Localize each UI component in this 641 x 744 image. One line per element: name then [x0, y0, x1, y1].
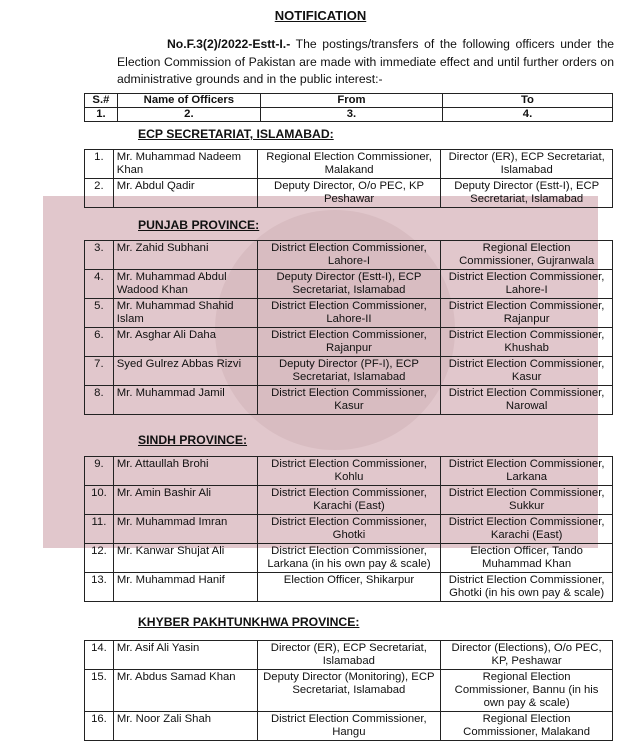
section-heading: KHYBER PAKHTUNKHWA PROVINCE: — [138, 615, 360, 629]
cell-to: District Election Commissioner, Kasur — [441, 357, 613, 386]
cell-sn: 10. — [85, 486, 114, 515]
cell-from: District Election Commissioner, Lahore-I — [257, 241, 441, 270]
cell-name: Mr. Muhammad Nadeem Khan — [113, 150, 257, 179]
table-row — [85, 670, 613, 712]
cell-sn: 7. — [85, 357, 114, 386]
col-from: From — [260, 94, 442, 108]
col-number: 3. — [260, 108, 442, 122]
table-row — [85, 299, 613, 328]
cell-sn: 3. — [85, 241, 114, 270]
table-row — [85, 457, 613, 486]
col-number: 1. — [85, 108, 118, 122]
cell-from: Election Officer, Shikarpur — [257, 573, 441, 602]
table-row — [85, 150, 613, 179]
section-table — [84, 149, 613, 208]
cell-name: Mr. Zahid Subhani — [113, 241, 257, 270]
cell-to: Regional Election Commissioner, Gujranwala — [441, 241, 613, 270]
cell-name: Mr. Abdus Samad Khan — [113, 670, 257, 712]
table-row — [85, 573, 613, 602]
section-table — [84, 640, 613, 741]
intro-text: The postings/transfers of the following officers under the Election Commission of Pakistan are made with immediate effect and until further orders on administrative grounds and in the public interest:- — [117, 37, 614, 86]
cell-from: District Election Commissioner, Karachi (East) — [257, 486, 441, 515]
col-name: Name of Officers — [117, 94, 260, 108]
col-sn: S.# — [85, 94, 118, 108]
table-row — [85, 357, 613, 386]
cell-to: Deputy Director (Estt-I), ECP Secretariat, Islamabad — [441, 179, 613, 208]
cell-sn: 15. — [85, 670, 114, 712]
cell-to: District Election Commissioner, Sukkur — [441, 486, 613, 515]
cell-name: Mr. Asghar Ali Daha — [113, 328, 257, 357]
col-to: To — [442, 94, 612, 108]
table-row — [85, 712, 613, 741]
cell-to: District Election Commissioner, Rajanpur — [441, 299, 613, 328]
section-heading: PUNJAB PROVINCE: — [138, 218, 260, 232]
cell-name: Mr. Muhammad Imran — [113, 515, 257, 544]
cell-sn: 4. — [85, 270, 114, 299]
cell-name: Mr. Asif Ali Yasin — [113, 641, 257, 670]
table-header — [84, 93, 613, 122]
cell-sn: 16. — [85, 712, 114, 741]
cell-name: Syed Gulrez Abbas Rizvi — [113, 357, 257, 386]
cell-from: Director (ER), ECP Secretariat, Islamabad — [257, 641, 441, 670]
cell-to: District Election Commissioner, Khushab — [441, 328, 613, 357]
cell-from: District Election Commissioner, Kasur — [257, 386, 441, 415]
cell-sn: 8. — [85, 386, 114, 415]
page-title: NOTIFICATION — [274, 8, 367, 23]
cell-to: District Election Commissioner, Narowal — [441, 386, 613, 415]
cell-sn: 6. — [85, 328, 114, 357]
table-row — [85, 544, 613, 573]
cell-sn: 9. — [85, 457, 114, 486]
cell-from: District Election Commissioner, Lahore-II — [257, 299, 441, 328]
cell-from: District Election Commissioner, Rajanpur — [257, 328, 441, 357]
table-row — [85, 328, 613, 357]
cell-name: Mr. Noor Zali Shah — [113, 712, 257, 741]
table-row — [85, 486, 613, 515]
cell-sn: 1. — [85, 150, 114, 179]
table-row — [85, 515, 613, 544]
cell-name: Mr. Amin Bashir Ali — [113, 486, 257, 515]
cell-from: District Election Commissioner, Kohlu — [257, 457, 441, 486]
cell-sn: 14. — [85, 641, 114, 670]
cell-from: District Election Commissioner, Hangu — [257, 712, 441, 741]
cell-to: Director (ER), ECP Secretariat, Islamabad — [441, 150, 613, 179]
cell-from: Regional Election Commissioner, Malakand — [257, 150, 441, 179]
cell-from: Deputy Director (Monitoring), ECP Secretariat, Islamabad — [257, 670, 441, 712]
table-row — [85, 386, 613, 415]
cell-from: District Election Commissioner, Ghotki — [257, 515, 441, 544]
cell-name: Mr. Muhammad Hanif — [113, 573, 257, 602]
cell-to: District Election Commissioner, Ghotki (in his own pay & scale) — [441, 573, 613, 602]
cell-sn: 13. — [85, 573, 114, 602]
cell-to: District Election Commissioner, Lahore-I — [441, 270, 613, 299]
cell-sn: 2. — [85, 179, 114, 208]
notification-reference: No.F.3(2)/2022-Estt-I.- — [167, 37, 291, 51]
cell-name: Mr. Attaullah Brohi — [113, 457, 257, 486]
cell-name: Mr. Abdul Qadir — [113, 179, 257, 208]
cell-from: Deputy Director (PF-I), ECP Secretariat, Islamabad — [257, 357, 441, 386]
cell-to: Regional Election Commissioner, Bannu (in his own pay & scale) — [441, 670, 613, 712]
intro-paragraph — [117, 36, 614, 89]
cell-sn: 11. — [85, 515, 114, 544]
col-number: 4. — [442, 108, 612, 122]
table-row — [85, 641, 613, 670]
cell-from: Deputy Director, O/o PEC, KP Peshawar — [257, 179, 441, 208]
cell-to: District Election Commissioner, Karachi (East) — [441, 515, 613, 544]
cell-sn: 5. — [85, 299, 114, 328]
cell-to: Election Officer, Tando Muhammad Khan — [441, 544, 613, 573]
section-table — [84, 456, 613, 602]
col-number: 2. — [117, 108, 260, 122]
cell-from: Deputy Director (Estt-I), ECP Secretariat, Islamabad — [257, 270, 441, 299]
table-row — [85, 270, 613, 299]
table-row — [85, 179, 613, 208]
cell-name: Mr. Muhammad Jamil — [113, 386, 257, 415]
cell-name: Mr. Kanwar Shujat Ali — [113, 544, 257, 573]
section-heading: ECP SECRETARIAT, ISLAMABAD: — [138, 127, 334, 141]
cell-name: Mr. Muhammad Shahid Islam — [113, 299, 257, 328]
cell-sn: 12. — [85, 544, 114, 573]
cell-from: District Election Commissioner, Larkana (in his own pay & scale) — [257, 544, 441, 573]
cell-name: Mr. Muhammad Abdul Wadood Khan — [113, 270, 257, 299]
cell-to: District Election Commissioner, Larkana — [441, 457, 613, 486]
cell-to: Regional Election Commissioner, Malakand — [441, 712, 613, 741]
section-table — [84, 240, 613, 415]
section-heading: SINDH PROVINCE: — [138, 433, 248, 447]
table-row — [85, 241, 613, 270]
cell-to: Director (Elections), O/o PEC, KP, Peshawar — [441, 641, 613, 670]
